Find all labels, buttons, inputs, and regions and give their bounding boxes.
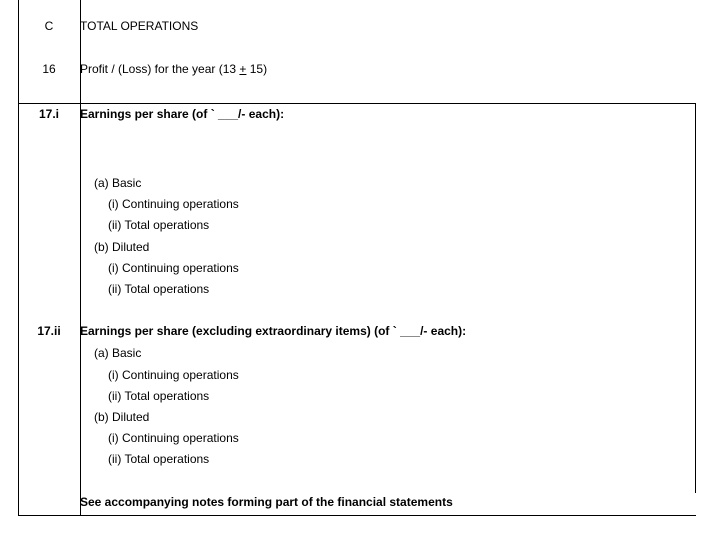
right-border: [695, 103, 696, 493]
row-17i-basic-total: (ii) Total operations: [108, 218, 210, 232]
row-17i-diluted-total: (ii) Total operations: [108, 282, 210, 296]
row-16-label-suffix: 15): [246, 62, 268, 76]
column-divider: [80, 0, 81, 516]
bottom-border: [18, 515, 696, 516]
row-17ii-diluted-total: (ii) Total operations: [108, 452, 210, 466]
row-16-number: [18, 62, 80, 76]
row-17i-basic-continuing: (i) Continuing operations: [108, 197, 239, 211]
row-17ii-diluted: (b) Diluted: [94, 410, 150, 424]
row-17ii-diluted-continuing: (i) Continuing operations: [108, 431, 239, 445]
row-17ii-basic: (a) Basic: [94, 346, 142, 360]
row-17ii-label: Earnings per share (excluding extraordinary items) (of ` ___/- each):: [80, 324, 467, 338]
row-17i-diluted-continuing: (i) Continuing operations: [108, 261, 239, 275]
row-17i-number: 17.i: [38, 107, 59, 121]
row-16-label-plus: +: [239, 62, 247, 76]
left-border: [18, 0, 19, 516]
row-17ii-number: 17.ii: [37, 324, 61, 338]
row-divider: [18, 103, 696, 104]
row-16-number-text: 16: [42, 62, 56, 76]
row-17i-basic: (a) Basic: [94, 176, 142, 190]
footer-note: See accompanying notes forming part of the financial statements: [80, 495, 453, 509]
row-16-label: [80, 62, 267, 76]
row-17i-label: Earnings per share (of ` ___/- each):: [80, 107, 285, 121]
row-16-label-prefix: Profit / (Loss) for the year (13: [80, 62, 240, 76]
section-c-number: C: [44, 19, 54, 33]
row-17ii-basic-total: (ii) Total operations: [108, 389, 210, 403]
section-c-label: TOTAL OPERATIONS: [80, 19, 199, 33]
row-17ii-basic-continuing: (i) Continuing operations: [108, 368, 239, 382]
row-17i-diluted: (b) Diluted: [94, 240, 150, 254]
